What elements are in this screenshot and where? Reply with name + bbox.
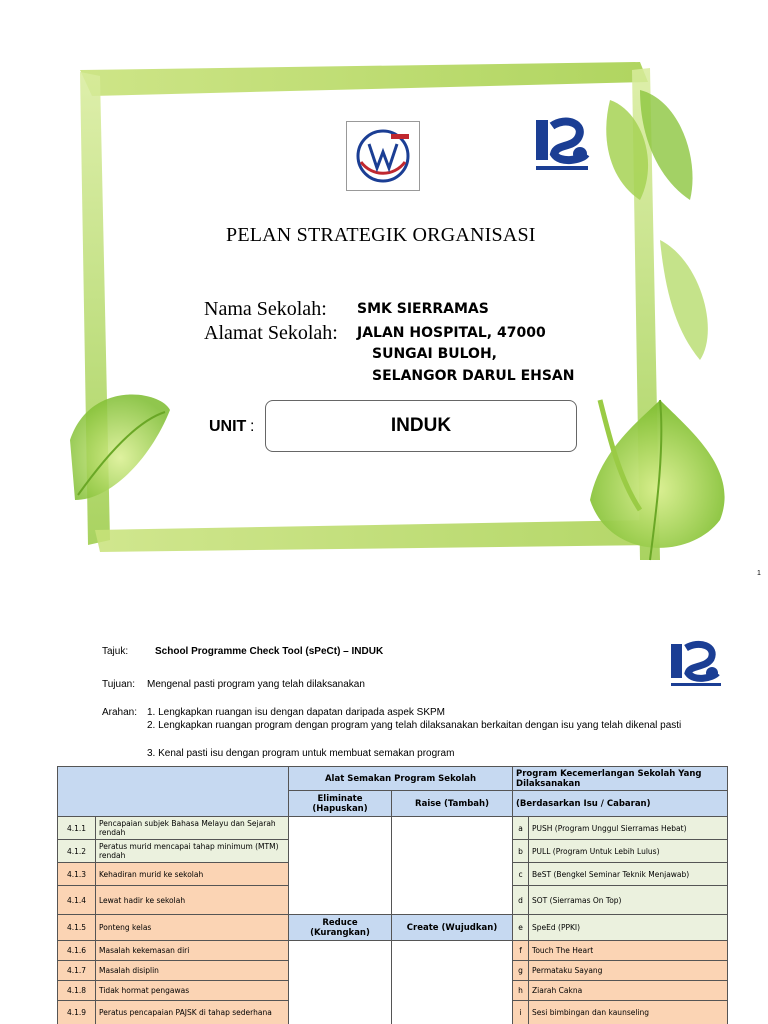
- issue-text: Tidak hormat pengawas: [96, 981, 289, 1001]
- issue-code: 4.1.1: [58, 817, 96, 840]
- arahan-item-2: 2. Lengkapkan ruangan program dengan program yang telah dilaksanakan berkaitan dengan isu yang telah dikenal pasti: [147, 720, 682, 731]
- issue-code: 4.1.6: [58, 941, 96, 961]
- empty-header: [58, 767, 289, 817]
- reduce-header: Reduce (Kurangkan): [289, 915, 392, 941]
- program-letter: i: [513, 1001, 529, 1024]
- unit-label: UNIT: [209, 418, 247, 435]
- program-text: Sesi bimbingan dan kaunseling: [529, 1001, 728, 1024]
- tajuk-value: School Programme Check Tool (sPeCt) – INDUK: [155, 646, 384, 657]
- check-tool-table: [57, 766, 728, 1024]
- program-text: Permataku Sayang: [529, 961, 728, 981]
- issue-text: Peratus murid mencapai tahap minimum (MTM) rendah: [96, 840, 289, 863]
- program-letter: f: [513, 941, 529, 961]
- unit-value-box: [265, 400, 577, 452]
- alamat-sekolah-label: Alamat Sekolah:: [204, 322, 338, 344]
- program-text: PULL (Program Untuk Lebih Lulus): [529, 840, 728, 863]
- arahan-item-1: 1. Lengkapkan ruangan isu dengan dapatan daripada aspek SKPM: [147, 707, 446, 718]
- create-cell[interactable]: [392, 941, 513, 1024]
- issue-code: 4.1.3: [58, 863, 96, 886]
- nama-sekolah-label: Nama Sekolah:: [204, 298, 327, 320]
- tajuk-label: Tajuk:: [102, 646, 129, 657]
- page-number: 1: [757, 570, 761, 577]
- issue-code: 4.1.2: [58, 840, 96, 863]
- alamat-line-2: SUNGAI BULOH,: [372, 346, 497, 362]
- program-text: PUSH (Program Unggul Sierramas Hebat): [529, 817, 728, 840]
- program-letter: g: [513, 961, 529, 981]
- program-letter: h: [513, 981, 529, 1001]
- alamat-line-1: JALAN HOSPITAL, 47000: [357, 325, 546, 341]
- issue-text: Pencapaian subjek Bahasa Melayu dan Sejarah rendah: [96, 817, 289, 840]
- issue-code: 4.1.9: [58, 1001, 96, 1024]
- program-text: Touch The Heart: [529, 941, 728, 961]
- arahan-item-3: 3. Kenal pasti isu dengan program untuk membuat semakan program: [147, 748, 455, 759]
- document-title: PELAN STRATEGIK ORGANISASI: [226, 224, 536, 246]
- check-tool-page: [0, 600, 768, 1024]
- unit-value: INDUK: [390, 415, 452, 436]
- program-text: BeST (Bengkel Seminar Teknik Menjawab): [529, 863, 728, 886]
- raise-header: Raise (Tambah): [392, 791, 513, 817]
- raise-cell[interactable]: [392, 817, 513, 915]
- is25-logo: [532, 116, 592, 174]
- eliminate-header: Eliminate (Hapuskan): [289, 791, 392, 817]
- program-letter: a: [513, 817, 529, 840]
- program-letter: b: [513, 840, 529, 863]
- is25-logo-small: [667, 640, 725, 690]
- program-letter: c: [513, 863, 529, 886]
- arahan-label: Arahan:: [102, 707, 138, 718]
- issue-code: 4.1.8: [58, 981, 96, 1001]
- eliminate-cell[interactable]: [289, 817, 392, 915]
- create-header: Create (Wujudkan): [392, 915, 513, 941]
- alat-header: Alat Semakan Program Sekolah: [289, 767, 513, 791]
- tujuan-value: Mengenal pasti program yang telah dilaksanakan: [147, 679, 365, 690]
- issue-text: Ponteng kelas: [96, 915, 289, 941]
- issue-text: Lewat hadir ke sekolah: [96, 886, 289, 915]
- program-text: Ziarah Cakna: [529, 981, 728, 1001]
- berdasarkan-header: (Berdasarkan Isu / Cabaran): [513, 791, 728, 817]
- issue-text: Kehadiran murid ke sekolah: [96, 863, 289, 886]
- program-letter: d: [513, 886, 529, 915]
- issue-code: 4.1.4: [58, 886, 96, 915]
- issue-code: 4.1.5: [58, 915, 96, 941]
- program-text: SOT (Sierramas On Top): [529, 886, 728, 915]
- issue-code: 4.1.7: [58, 961, 96, 981]
- program-letter: e: [513, 915, 529, 941]
- reduce-cell[interactable]: [289, 941, 392, 1024]
- issue-text: Peratus pencapaian PAJSK di tahap sederhana: [96, 1001, 289, 1024]
- unit-colon: :: [250, 418, 255, 435]
- alamat-line-3: SELANGOR DARUL EHSAN: [372, 368, 575, 384]
- tujuan-label: Tujuan:: [102, 679, 135, 690]
- program-header: Program Kecemerlangan Sekolah Yang Dilaksanakan: [513, 767, 728, 791]
- school-crest-logo: [346, 121, 420, 191]
- issue-text: Masalah disiplin: [96, 961, 289, 981]
- program-text: SpeEd (PPKI): [529, 915, 728, 941]
- nama-sekolah-value: SMK SIERRAMAS: [357, 301, 489, 317]
- issue-text: Masalah kekemasan diri: [96, 941, 289, 961]
